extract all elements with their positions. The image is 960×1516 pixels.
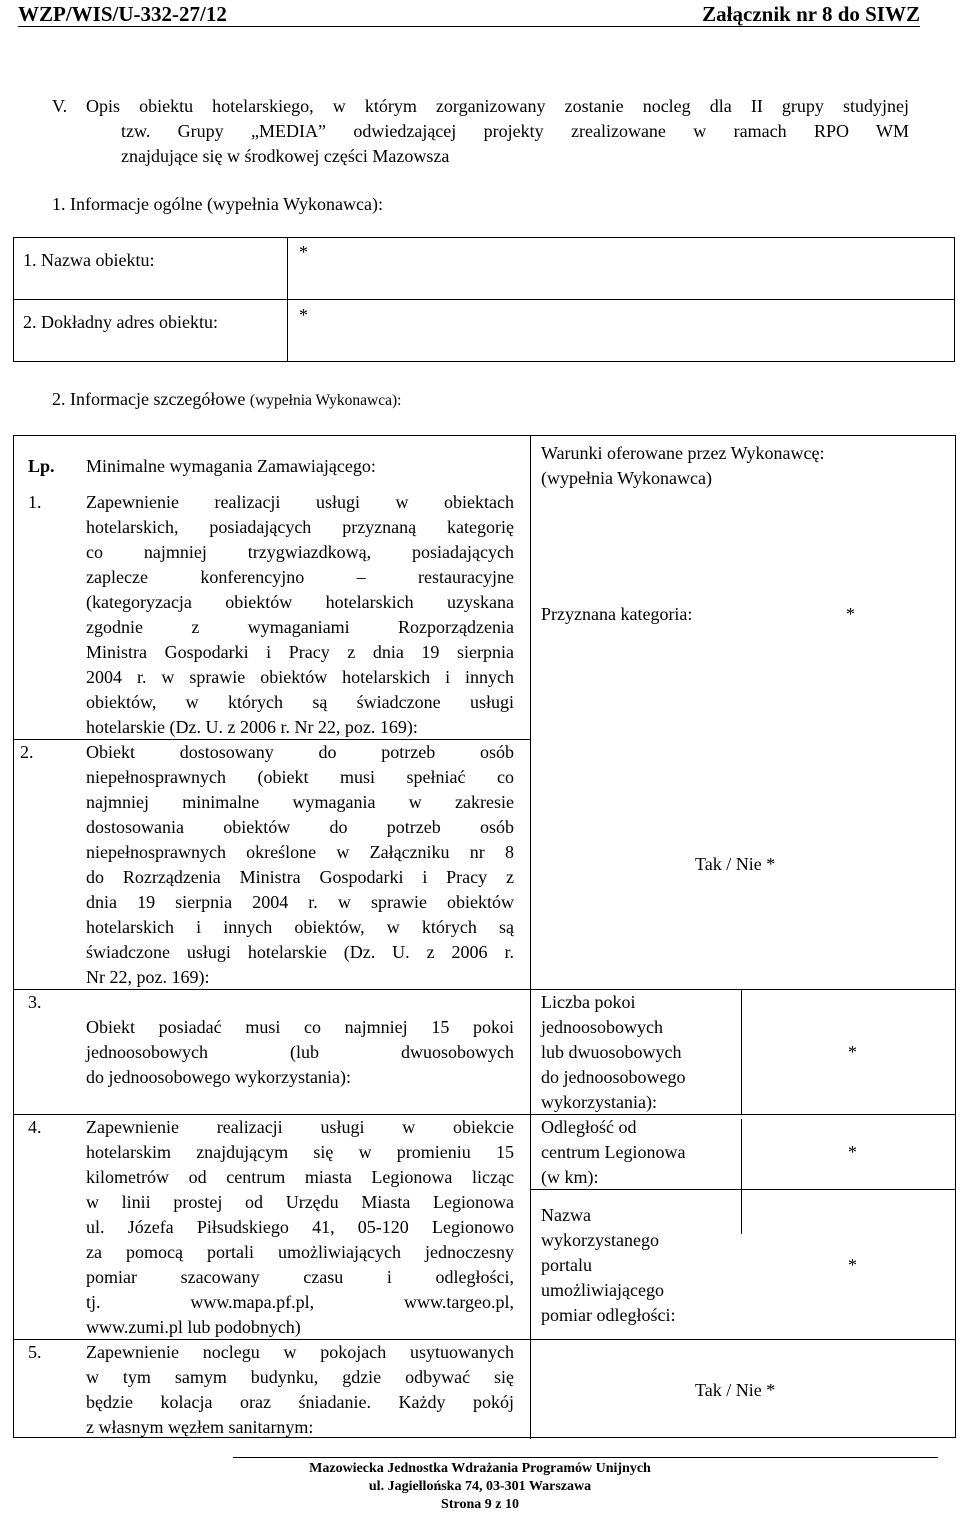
column-header-offer-note: (wypełnia Wykonawca) — [541, 468, 713, 488]
requirement-line: www.zumi.pl lub podobnych) — [86, 1317, 301, 1337]
requirement-line: co najmniej trzygwiazdkową, posiadających — [86, 542, 514, 562]
document-reference: WZP/WIS/U-332-27/12 — [18, 2, 227, 26]
offer-field[interactable]: * — [848, 1255, 857, 1275]
requirement-line: Obiekt posiadać musi co najmniej 15 pokoi — [86, 1017, 514, 1037]
offer-label-line: portalu — [541, 1255, 592, 1275]
requirement-line: będzie kolacja oraz śniadanie. Każdy pokój — [86, 1392, 514, 1412]
details-heading-note: (wypełnia Wykonawca): — [249, 392, 402, 409]
column-header-lp: Lp. — [28, 456, 55, 476]
column-divider — [530, 436, 531, 1439]
requirement-line: pomiar szacowany czasu i odległości, — [86, 1267, 514, 1287]
offer-label-line: pomiar odległości: — [541, 1305, 676, 1325]
item-number: 5. — [28, 1342, 42, 1362]
requirement-line: 2004 r. w sprawie obiektów hotelarskich i innych — [86, 667, 514, 687]
requirement-line: (kategoryzacja obiektów hotelarskich uzyskana — [86, 592, 514, 612]
section-title-line2: tzw. Grupy „MEDIA” odwiedzającej projekty zrealizowane w ramach RPO WM — [121, 121, 909, 141]
requirement-line: Nr 22, poz. 169): — [86, 967, 210, 987]
offer-label-line: (w km): — [541, 1167, 599, 1187]
requirement-line: zgodnie z wymaganiami Rozporządzenia — [86, 617, 514, 637]
offer-yes-no-field[interactable]: Tak / Nie * — [695, 854, 776, 874]
requirement-line: hotelarskich i innych obiektów, w których są — [86, 917, 514, 937]
footer-organization: Mazowiecka Jednostka Wdrażania Programów Unijnych — [309, 1461, 651, 1476]
table-row — [14, 300, 955, 362]
offer-label-line: Nazwa — [541, 1205, 591, 1225]
offer-yes-no-field[interactable]: Tak / Nie * — [695, 1380, 776, 1400]
details-heading-main: 2. Informacje szczegółowe — [52, 389, 250, 409]
offer-field[interactable]: * — [848, 1042, 857, 1062]
requirement-line: kilometrów od centrum miasta Legionowa licząc — [86, 1167, 514, 1187]
requirement-line: dostosowania obiektów do potrzeb osób — [86, 817, 514, 837]
footer-address: ul. Jagiellońska 74, 03-301 Warszawa — [368, 1479, 592, 1494]
column-header-requirements: Minimalne wymagania Zamawiającego: — [86, 456, 376, 476]
requirement-line: niepełnosprawnych (obiekt musi spełniać co — [86, 767, 514, 787]
row-divider — [530, 1339, 955, 1340]
offer-label-line: wykorzystania): — [541, 1092, 657, 1112]
column-header-offer: Warunki oferowane przez Wykonawcę: — [541, 443, 825, 463]
requirement-line: niepełnosprawnych określone w Załączniku nr 8 — [86, 842, 514, 862]
requirement-line: ul. Józefa Piłsudskiego 41, 05-120 Legionowo — [86, 1217, 514, 1237]
requirement-line: obiektów, w których są świadczone usługi — [86, 692, 514, 712]
page-header — [18, 0, 920, 27]
page-footer — [0, 1460, 960, 1514]
general-info-heading: 1. Informacje ogólne (wypełnia Wykonawca): — [52, 194, 383, 214]
requirement-line: najmniej minimalne wymagania w zakresie — [86, 792, 514, 812]
object-name-label: 1. Nazwa obiektu: — [14, 238, 288, 300]
general-info-table — [13, 237, 955, 362]
requirement-line: za pomocą portali umożliwiających jednoczesny — [86, 1242, 514, 1262]
offer-label-line: centrum Legionowa — [541, 1142, 686, 1162]
requirement-line: Zapewnienie realizacji usługi w obiektach — [86, 492, 514, 512]
column-divider — [741, 1119, 742, 1234]
requirement-line: hotelarskim znajdującym się w promieniu 15 — [86, 1142, 514, 1162]
item-number: 1. — [28, 492, 42, 512]
requirement-line: hotelarskie (Dz. U. z 2006 r. Nr 22, poz. 169): — [86, 717, 418, 737]
attachment-label: Załącznik nr 8 do SIWZ — [702, 2, 920, 26]
requirement-line: hotelarskich, posiadających przyznaną kategorię — [86, 517, 514, 537]
requirement-line: Obiekt dostosowany do potrzeb osób — [86, 742, 514, 762]
requirement-line: w tym samym budynku, gdzie odbywać się — [86, 1367, 514, 1387]
requirement-line: Ministra Gospodarki i Pracy z dnia 19 sierpnia — [86, 642, 514, 662]
column-divider — [741, 989, 742, 1114]
requirement-line: do Rozrządzenia Ministra Gospodarki i Pracy z — [86, 867, 514, 887]
details-heading — [52, 387, 401, 413]
requirement-line: Zapewnienie noclegu w pokojach usytuowanych — [86, 1342, 514, 1362]
requirement-line: zaplecze konferencyjno – restauracyjne — [86, 567, 514, 587]
offer-label-line: Odległość od — [541, 1117, 637, 1137]
requirement-line: dnia 19 sierpnia 2004 r. w sprawie obiektów — [86, 892, 514, 912]
item-number: 3. — [28, 992, 42, 1012]
requirement-line: Zapewnienie realizacji usługi w obiekcie — [86, 1117, 514, 1137]
offer-label-line: wykorzystanego — [541, 1230, 659, 1250]
item-number: 4. — [28, 1117, 42, 1137]
requirement-line: w linii prostej od Urzędu Miasta Legionowa — [86, 1192, 514, 1212]
section-title-line1: Opis obiektu hotelarskiego, w którym zorganizowany zostanie nocleg dla II grupy studyjnej — [86, 96, 909, 116]
offer-label-line: jednoosobowych — [541, 1017, 663, 1037]
offer-label: Przyznana kategoria: — [541, 604, 693, 624]
offer-label-line: umożliwiającego — [541, 1280, 664, 1300]
offer-field[interactable]: * — [848, 1142, 857, 1162]
object-name-field[interactable]: * — [288, 238, 955, 300]
requirement-line: do jednoosobowego wykorzystania): — [86, 1067, 351, 1087]
footer-divider — [233, 1457, 938, 1458]
footer-page-number: Strona 9 z 10 — [441, 1497, 519, 1512]
object-address-field[interactable]: * — [288, 300, 955, 362]
offer-label-line: Liczba pokoi — [541, 992, 636, 1012]
section-title-line3: znajdujące się w środkowej części Mazowsza — [121, 146, 450, 166]
offer-label-line: do jednoosobowego — [541, 1067, 686, 1087]
requirement-line: tj. www.mapa.pf.pl, www.targeo.pl, — [86, 1292, 514, 1312]
offer-field[interactable]: * — [846, 604, 855, 624]
requirement-line: z własnym węzłem sanitarnym: — [86, 1417, 314, 1437]
requirement-line: świadczone usługi hotelarskie (Dz. U. z 2006 r. — [86, 942, 514, 962]
requirement-line: jednoosobowych (lub dwuosobowych — [86, 1042, 514, 1062]
object-address-label: 2. Dokładny adres obiektu: — [14, 300, 288, 362]
offer-label-line: lub dwuosobowych — [541, 1042, 682, 1062]
section-number: V. — [52, 96, 68, 116]
item-number: 2. — [20, 742, 34, 762]
table-row — [14, 238, 955, 300]
